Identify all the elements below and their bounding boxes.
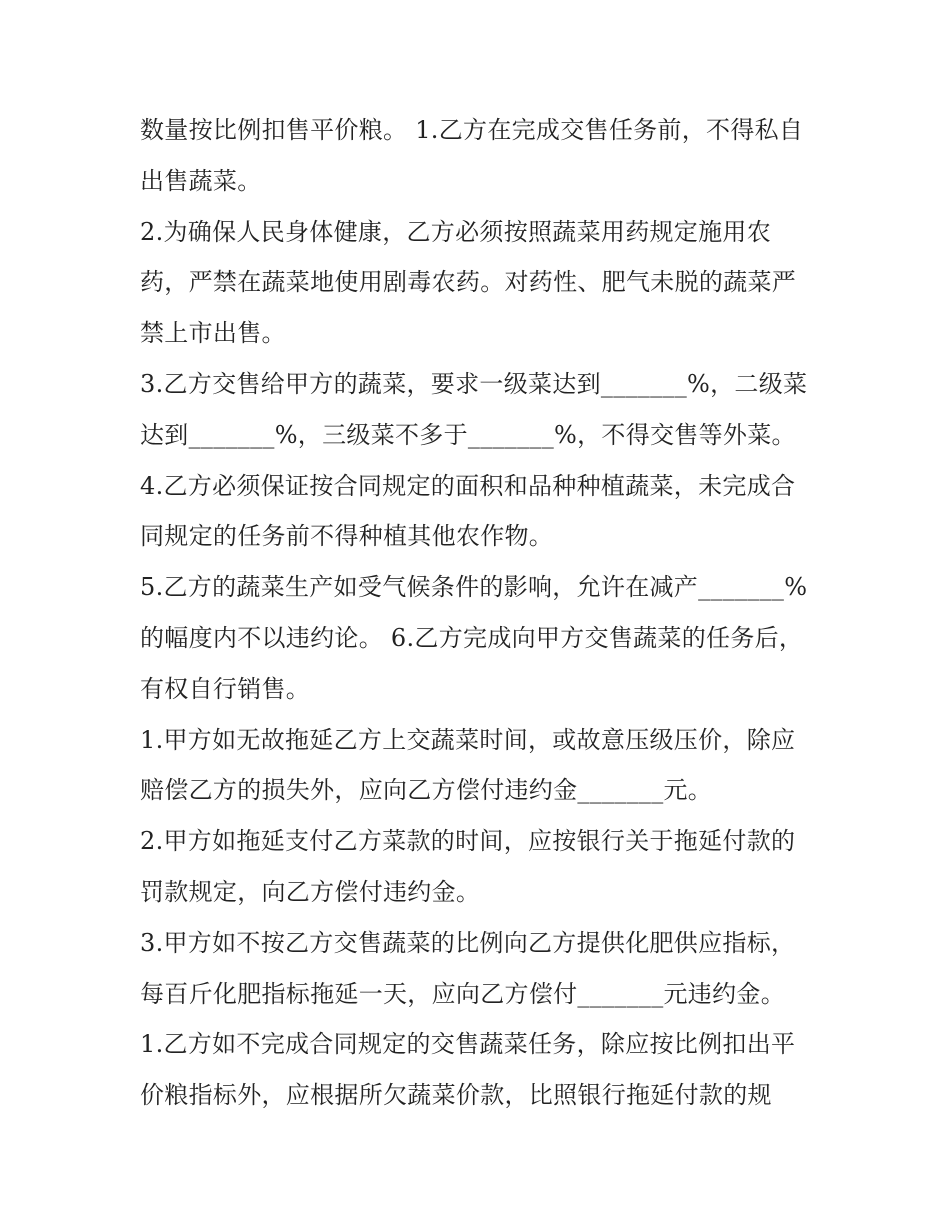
text-line: 2.甲方如拖延支付乙方菜款的时间，应按银行关于拖延付款的 — [140, 827, 796, 856]
text-line: 每百斤化肥指标拖延一天，应向乙方偿付_______元违约金。 — [140, 979, 785, 1008]
text-line: 有权自行销售。 — [140, 674, 311, 703]
text-line: 4.乙方必须保证按合同规定的面积和品种种植蔬菜，未完成合 — [140, 471, 796, 500]
text-line: 罚款规定，向乙方偿付违约金。 — [140, 877, 481, 906]
text-line: 禁上市出售。 — [140, 319, 286, 348]
text-line: 数量按比例扣售平价粮。 1.乙方在完成交售任务前，不得私自 — [140, 116, 804, 144]
text-line: 出售蔬菜。 — [140, 166, 262, 195]
text-line: 的幅度内不以违约论。 6.乙方完成向甲方交售蔬菜的任务后， — [140, 623, 804, 652]
text-line: 5.乙方的蔬菜生产如受气候条件的影响，允许在减产_______% — [140, 573, 808, 602]
text-line: 达到_______%，三级菜不多于_______%，不得交售等外菜。 — [140, 420, 796, 449]
document-body — [140, 105, 820, 1121]
text-line: 1.乙方如不完成合同规定的交售蔬菜任务，除应按比例扣出平 — [140, 1030, 796, 1059]
text-line: 赔偿乙方的损失外，应向乙方偿付违约金_______元。 — [140, 776, 713, 805]
text-line: 价粮指标外，应根据所欠蔬菜价款，比照银行拖延付款的规 — [140, 1081, 772, 1110]
text-line: 同规定的任务前不得种植其他农作物。 — [140, 522, 554, 551]
text-line: 药，严禁在蔬菜地使用剧毒农药。对药性、肥气未脱的蔬菜严 — [140, 268, 797, 297]
text-line: 1.甲方如无故拖延乙方上交蔬菜时间，或故意压级压价，除应 — [140, 725, 796, 754]
text-line: 2.为确保人民身体健康，乙方必须按照蔬菜用药规定施用农 — [140, 217, 771, 246]
text-line: 3.甲方如不按乙方交售蔬菜的比例向乙方提供化肥供应指标， — [140, 928, 796, 957]
text-line: 3.乙方交售给甲方的蔬菜，要求一级菜达到_______%，二级菜 — [140, 369, 808, 398]
